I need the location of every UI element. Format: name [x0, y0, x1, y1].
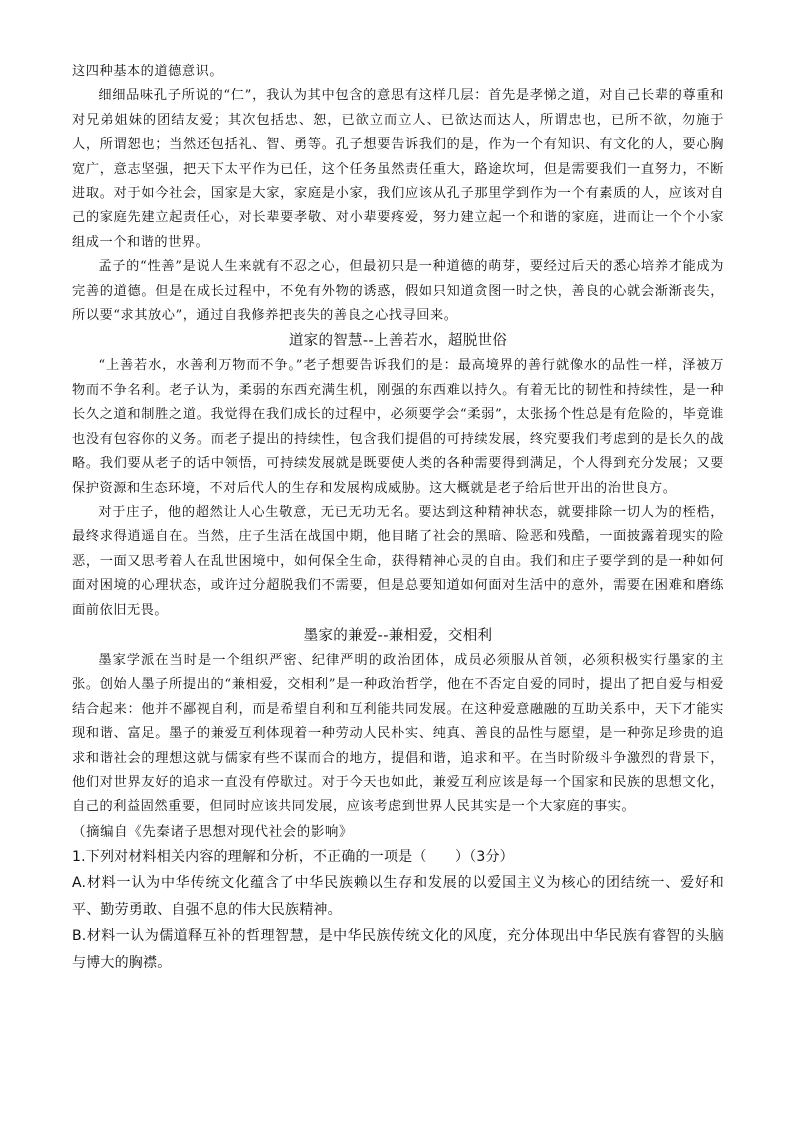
- question-stem: 1.下列对材料相关内容的理解和分析，不正确的一项是（ ）（3分）: [72, 848, 514, 865]
- paragraph-mencius: 孟子的“性善”是说人生来就有不忍之心，但最初只是一种道德的萌芽，要经过后天的悉心培养才能成为完善的道德。但是在成长过程中，不免有外物的诱惑，假如只知道贪图一时之快，善良的心就会渐渐丧失，所以要“求其放心”，通过自我修养把丧失的善良之心找寻回来。: [72, 259, 724, 324]
- option-a: A.材料一认为中华传统文化蕴含了中华民族赖以生存和发展的以爱国主义为核心的团结统一、爱好和平、勤劳勇敢、自强不息的伟大民族精神。: [72, 875, 724, 918]
- option-b: B.材料一认为儒道释互补的哲理智慧，是中华民族传统文化的风度，充分体现出中华民族有睿智的头脑与博大的胸襟。: [72, 928, 724, 971]
- paragraph-confucius: 细细品味孔子所说的“仁”，我认为其中包含的意思有这样几层：首先是孝悌之道，对自己长辈的尊重和对兄弟姐妹的团结友爱；其次包括忠、恕，已欲立而立人、已欲达而达人，所谓忠也，已所不欲，勿施于人，所谓恕也；当然还包括礼、智、勇等。孔子想要告诉我们的是，作为一个有知识、有文化的人，要心胸宽广，意志坚强，把天下太平作为已任，这个任务虽然责任重大，路途坎坷，但是需要我们一直努力，不断进取。对于如今社会，国家是大家，家庭是小家，我们应该从孔子那里学到作为一个有素质的人，应该对自己的家庭先建立起责任心，对长辈要孝敬、对小辈要疼爱，努力建立起一个和谐的家庭，进而让一个个小家组成一个和谐的世界。: [72, 88, 724, 250]
- paragraph-laozi: “上善若水，水善利万物而不争。”老子想要告诉我们的是：最高境界的善行就像水的品性一样，泽被万物而不争名利。老子认为，柔弱的东西充满生机，刚强的东西难以持久。有着无比的韧性和持续性，是一种长久之道和制胜之道。我觉得在我们成长的过程中，必须要学会“柔弱”，太张扬个性总是有危险的，毕竟谁也没有包容你的义务。而老子提出的持续性，包含我们提倡的可持续发展，终究要我们考虑到的是长久的战略。我们要从老子的话中领悟，可持续发展就是既要使人类的各种需要得到满足，个人得到充分发展；又要保护资源和生态环境，不对后代人的生存和发展构成威胁。这大概就是老子给后世开出的治世良方。: [72, 358, 724, 496]
- paragraph-continuation: 这四种基本的道德意识。: [72, 64, 224, 79]
- article-body: [72, 60, 724, 976]
- section-heading-mohism: 墨家的兼爱--兼相爱，交相利: [303, 627, 493, 644]
- source-citation: （摘编自《先秦诸子思想对现代社会的影响》: [72, 823, 353, 840]
- paragraph-mozi: 墨家学派在当时是一个组织严密、纪律严明的政治团体，成员必须服从首领，必须积极实行墨家的主张。创始人墨子所提出的“兼相爱，交相利”是一种政治哲学，他在不否定自爱的同时，提出了把自爱与相爱结合起来：他并不鄙视自利，而是希望自利和互利能共同发展。在这种爱意融融的互助关系中，天下才能实现和谐、富足。墨子的兼爱互利体现着一种劳动人民朴实、纯真、善良的品性与愿望，是一种弥足珍贵的追求和谐社会的理想这就与儒家有些不谋而合的地方，提倡和谐，追求和平。在当时阶级斗争激烈的背景下，他们对世界友好的追求一直没有停歇过。对于今天也如此，兼爱互利应该是每一个国家和民族的思想文化，自己的利益固然重要，但同时应该共同发展，应该考虑到世界人民其实是一个大家庭的事实。: [72, 652, 724, 815]
- paragraph-zhuangzi: 对于庄子，他的超然让人心生敬意，无已无功无名。要达到这种精神状态，就要排除一切人为的桎梏，最终求得逍遥自在。当然，庄子生活在战国中期，他目睹了社会的黑暗、险恶和残酷，一面披露着现实的险恶，一面又思考着人在乱世困境中，如何保全生命，获得精神心灵的自由。我们和庄子要学到的是一种如何面对困境的心理状态，或许过分超脱我们不需要，但是总要知道如何面对生活中的意外，需要在困难和磨练面前依旧无畏。: [72, 504, 724, 618]
- section-heading-daoism: 道家的智慧--上善若水，超脱世俗: [288, 333, 508, 350]
